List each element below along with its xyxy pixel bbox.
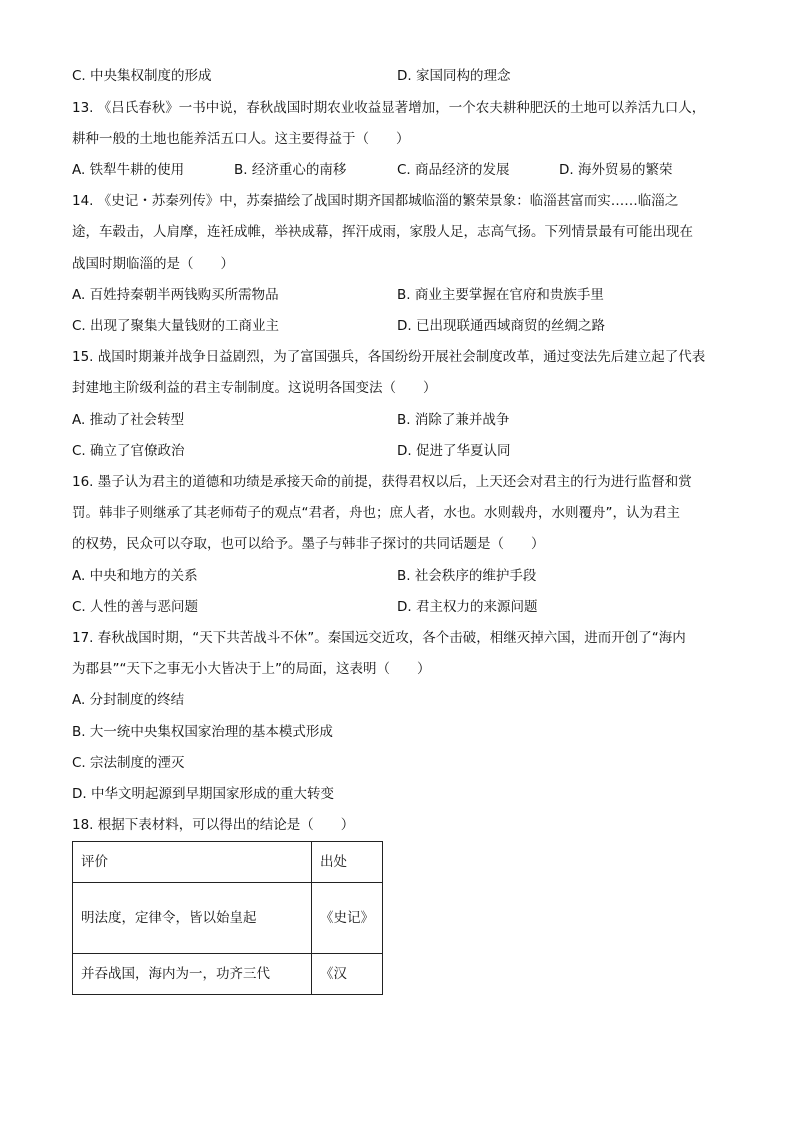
q17-option-b[interactable]: B. 大一统中央集权国家治理的基本模式形成 xyxy=(72,724,333,740)
table-row xyxy=(73,954,383,995)
table-cell: 明法度，定律令，皆以始皇起 xyxy=(73,883,312,954)
q15-option-a[interactable]: A. 推动了社会转型 xyxy=(72,412,185,428)
q17-stem-line-2: 为郡县”“天下之事无小大皆决于上”的局面，这表明（ ） xyxy=(72,661,431,677)
q14-option-a[interactable]: A. 百姓持秦朝半两钱购买所需物品 xyxy=(72,287,279,303)
q14-stem-line-1: 14. 《史记・苏秦列传》中，苏秦描绘了战国时期齐国都城临淄的繁荣景象：临淄甚富而实……临淄之 xyxy=(72,193,679,209)
q18-stem-line-1: 18. 根据下表材料，可以得出的结论是（ ） xyxy=(72,817,355,833)
q14-option-c[interactable]: C. 出现了聚集大量钱财的工商业主 xyxy=(72,318,280,334)
q16-option-d[interactable]: D. 君主权力的来源问题 xyxy=(397,599,538,615)
q13-stem-line-1: 13. 《吕氏春秋》一书中说，春秋战国时期农业收益显著增加，一个农夫耕种肥沃的土地可以养活九口人， xyxy=(72,100,706,116)
q15-option-c[interactable]: C. 确立了官僚政治 xyxy=(72,443,185,459)
q14-stem-line-3: 战国时期临淄的是（ ） xyxy=(72,256,234,272)
table-row xyxy=(73,883,383,954)
q14-option-d[interactable]: D. 已出现联通西域商贸的丝绸之路 xyxy=(397,318,605,334)
table-header-row xyxy=(73,842,383,883)
q16-stem-line-1: 16. 墨子认为君主的道德和功绩是承接天命的前提，获得君权以后，上天还会对君主的行为进行监督和赏 xyxy=(72,474,692,490)
q18-source-table xyxy=(72,841,383,995)
table-cell: 《史记》 xyxy=(312,883,383,954)
table-header-cell: 出处 xyxy=(312,842,383,883)
q15-stem-line-2: 封建地主阶级利益的君主专制制度。这说明各国变法（ ） xyxy=(72,380,437,396)
q16-stem-line-3: 的权势，民众可以夺取，也可以给予。墨子与韩非子探讨的共同话题是（ ） xyxy=(72,536,545,552)
q17-option-d[interactable]: D. 中华文明起源到早期国家形成的重大转变 xyxy=(72,786,334,802)
q13-option-c[interactable]: C. 商品经济的发展 xyxy=(397,162,510,178)
q12-option-c[interactable]: C. 中央集权制度的形成 xyxy=(72,68,212,84)
q13-option-b[interactable]: B. 经济重心的南移 xyxy=(234,162,347,178)
q12-option-d[interactable]: D. 家国同构的理念 xyxy=(397,68,511,84)
q15-stem-line-1: 15. 战国时期兼并战争日益剧烈，为了富国强兵，各国纷纷开展社会制度改革，通过变法先后建立起了代表 xyxy=(72,349,706,365)
table-header-cell: 评价 xyxy=(73,842,312,883)
q14-option-b[interactable]: B. 商业主要掌握在官府和贵族手里 xyxy=(397,287,604,303)
q17-option-c[interactable]: C. 宗法制度的湮灭 xyxy=(72,755,185,771)
q17-option-a[interactable]: A. 分封制度的终结 xyxy=(72,692,185,708)
q16-option-c[interactable]: C. 人性的善与恶问题 xyxy=(72,599,199,615)
q15-option-b[interactable]: B. 消除了兼并战争 xyxy=(397,412,510,428)
q13-option-a[interactable]: A. 铁犁牛耕的使用 xyxy=(72,162,185,178)
q13-stem-line-2: 耕种一般的土地也能养活五口人。这主要得益于（ ） xyxy=(72,131,410,147)
table-cell: 并吞战国，海内为一，功齐三代 xyxy=(73,954,312,995)
table-cell: 《汉 xyxy=(312,954,383,995)
q15-option-d[interactable]: D. 促进了华夏认同 xyxy=(397,443,511,459)
q14-stem-line-2: 途，车毂击，人肩摩，连衽成帷，举袂成幕，挥汗成雨，家殷人足，志高气扬。下列情景最有可能出现在 xyxy=(72,224,693,240)
q16-option-b[interactable]: B. 社会秩序的维护手段 xyxy=(397,568,537,584)
q16-option-a[interactable]: A. 中央和地方的关系 xyxy=(72,568,198,584)
q17-stem-line-1: 17. 春秋战国时期，“天下共苦战斗不休”。秦国远交近攻，各个击破，相继灭掉六国，进而开创了“海内 xyxy=(72,630,686,646)
q13-option-d[interactable]: D. 海外贸易的繁荣 xyxy=(559,162,673,178)
q16-stem-line-2: 罚。韩非子则继承了其老师荀子的观点“君者，舟也；庶人者，水也。水则载舟，水则覆舟”，认为君主 xyxy=(72,505,680,521)
